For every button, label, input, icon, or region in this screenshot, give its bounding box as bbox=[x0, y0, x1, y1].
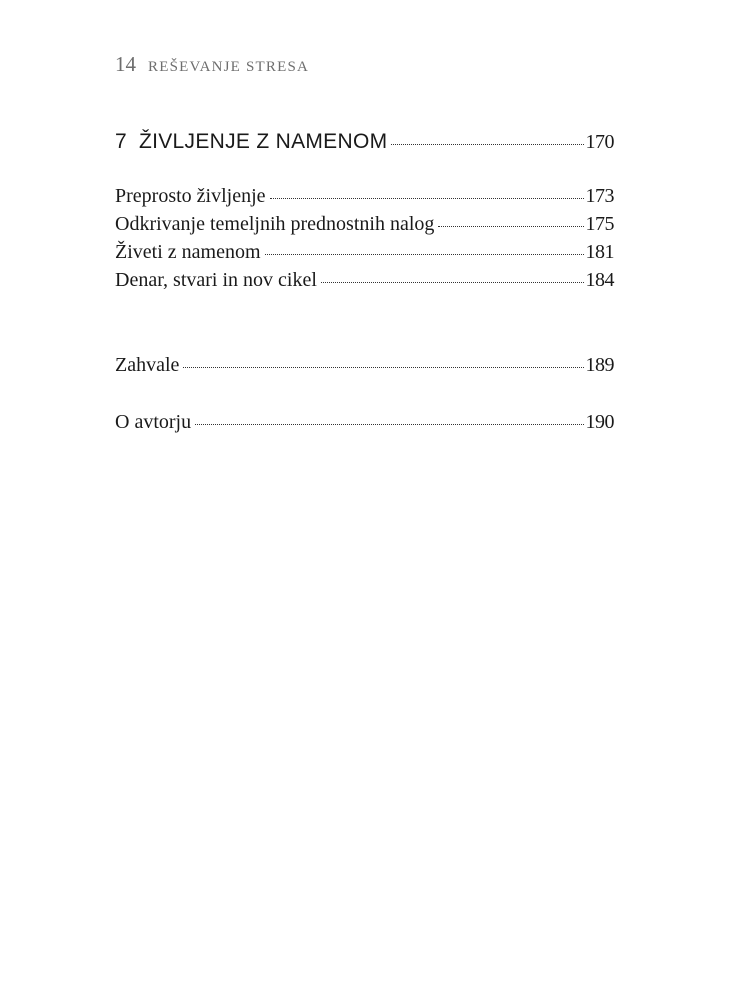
toc-entry-acknowledgements[interactable] bbox=[115, 354, 614, 382]
toc-entry-title: Odkrivanje temeljnih prednostnih nalog bbox=[115, 213, 435, 235]
chapter-title: ŽIVLJENJE Z NAMENOM bbox=[138, 130, 388, 153]
toc-entry-page: 175 bbox=[585, 213, 614, 235]
dot-leader bbox=[265, 254, 584, 255]
dot-leader bbox=[438, 226, 583, 227]
toc-entry-title: Denar, stvari in nov cikel bbox=[115, 269, 317, 291]
toc-entry-title: Preprosto življenje bbox=[115, 185, 266, 207]
running-title: REŠEVANJE STRESA bbox=[148, 59, 310, 75]
toc-entry[interactable] bbox=[115, 241, 614, 269]
dot-leader bbox=[391, 144, 583, 145]
toc-entry-title: Živeti z namenom bbox=[115, 241, 261, 263]
running-head bbox=[115, 52, 309, 78]
toc-entry-page: 184 bbox=[585, 269, 614, 291]
dot-leader bbox=[321, 282, 584, 283]
dot-leader bbox=[270, 198, 584, 199]
dot-leader bbox=[195, 424, 583, 425]
toc-entry-title: O avtorju bbox=[115, 411, 192, 433]
toc-entry-page: 181 bbox=[585, 241, 614, 263]
toc-entry[interactable] bbox=[115, 185, 614, 213]
toc-entry-page: 190 bbox=[585, 411, 614, 433]
toc-entry-title: Zahvale bbox=[115, 354, 180, 376]
chapter-page-number: 170 bbox=[585, 131, 614, 153]
toc-entry-about-author[interactable] bbox=[115, 411, 614, 439]
chapter-heading bbox=[115, 130, 387, 154]
page-number: 14 bbox=[115, 52, 136, 76]
toc-entry[interactable] bbox=[115, 213, 614, 241]
dot-leader bbox=[183, 367, 583, 368]
toc-chapter-entry[interactable] bbox=[115, 130, 614, 160]
toc-entry-page: 173 bbox=[585, 185, 614, 207]
toc-entry-page: 189 bbox=[585, 354, 614, 376]
toc-entry[interactable] bbox=[115, 269, 614, 297]
chapter-number: 7 bbox=[115, 130, 127, 153]
